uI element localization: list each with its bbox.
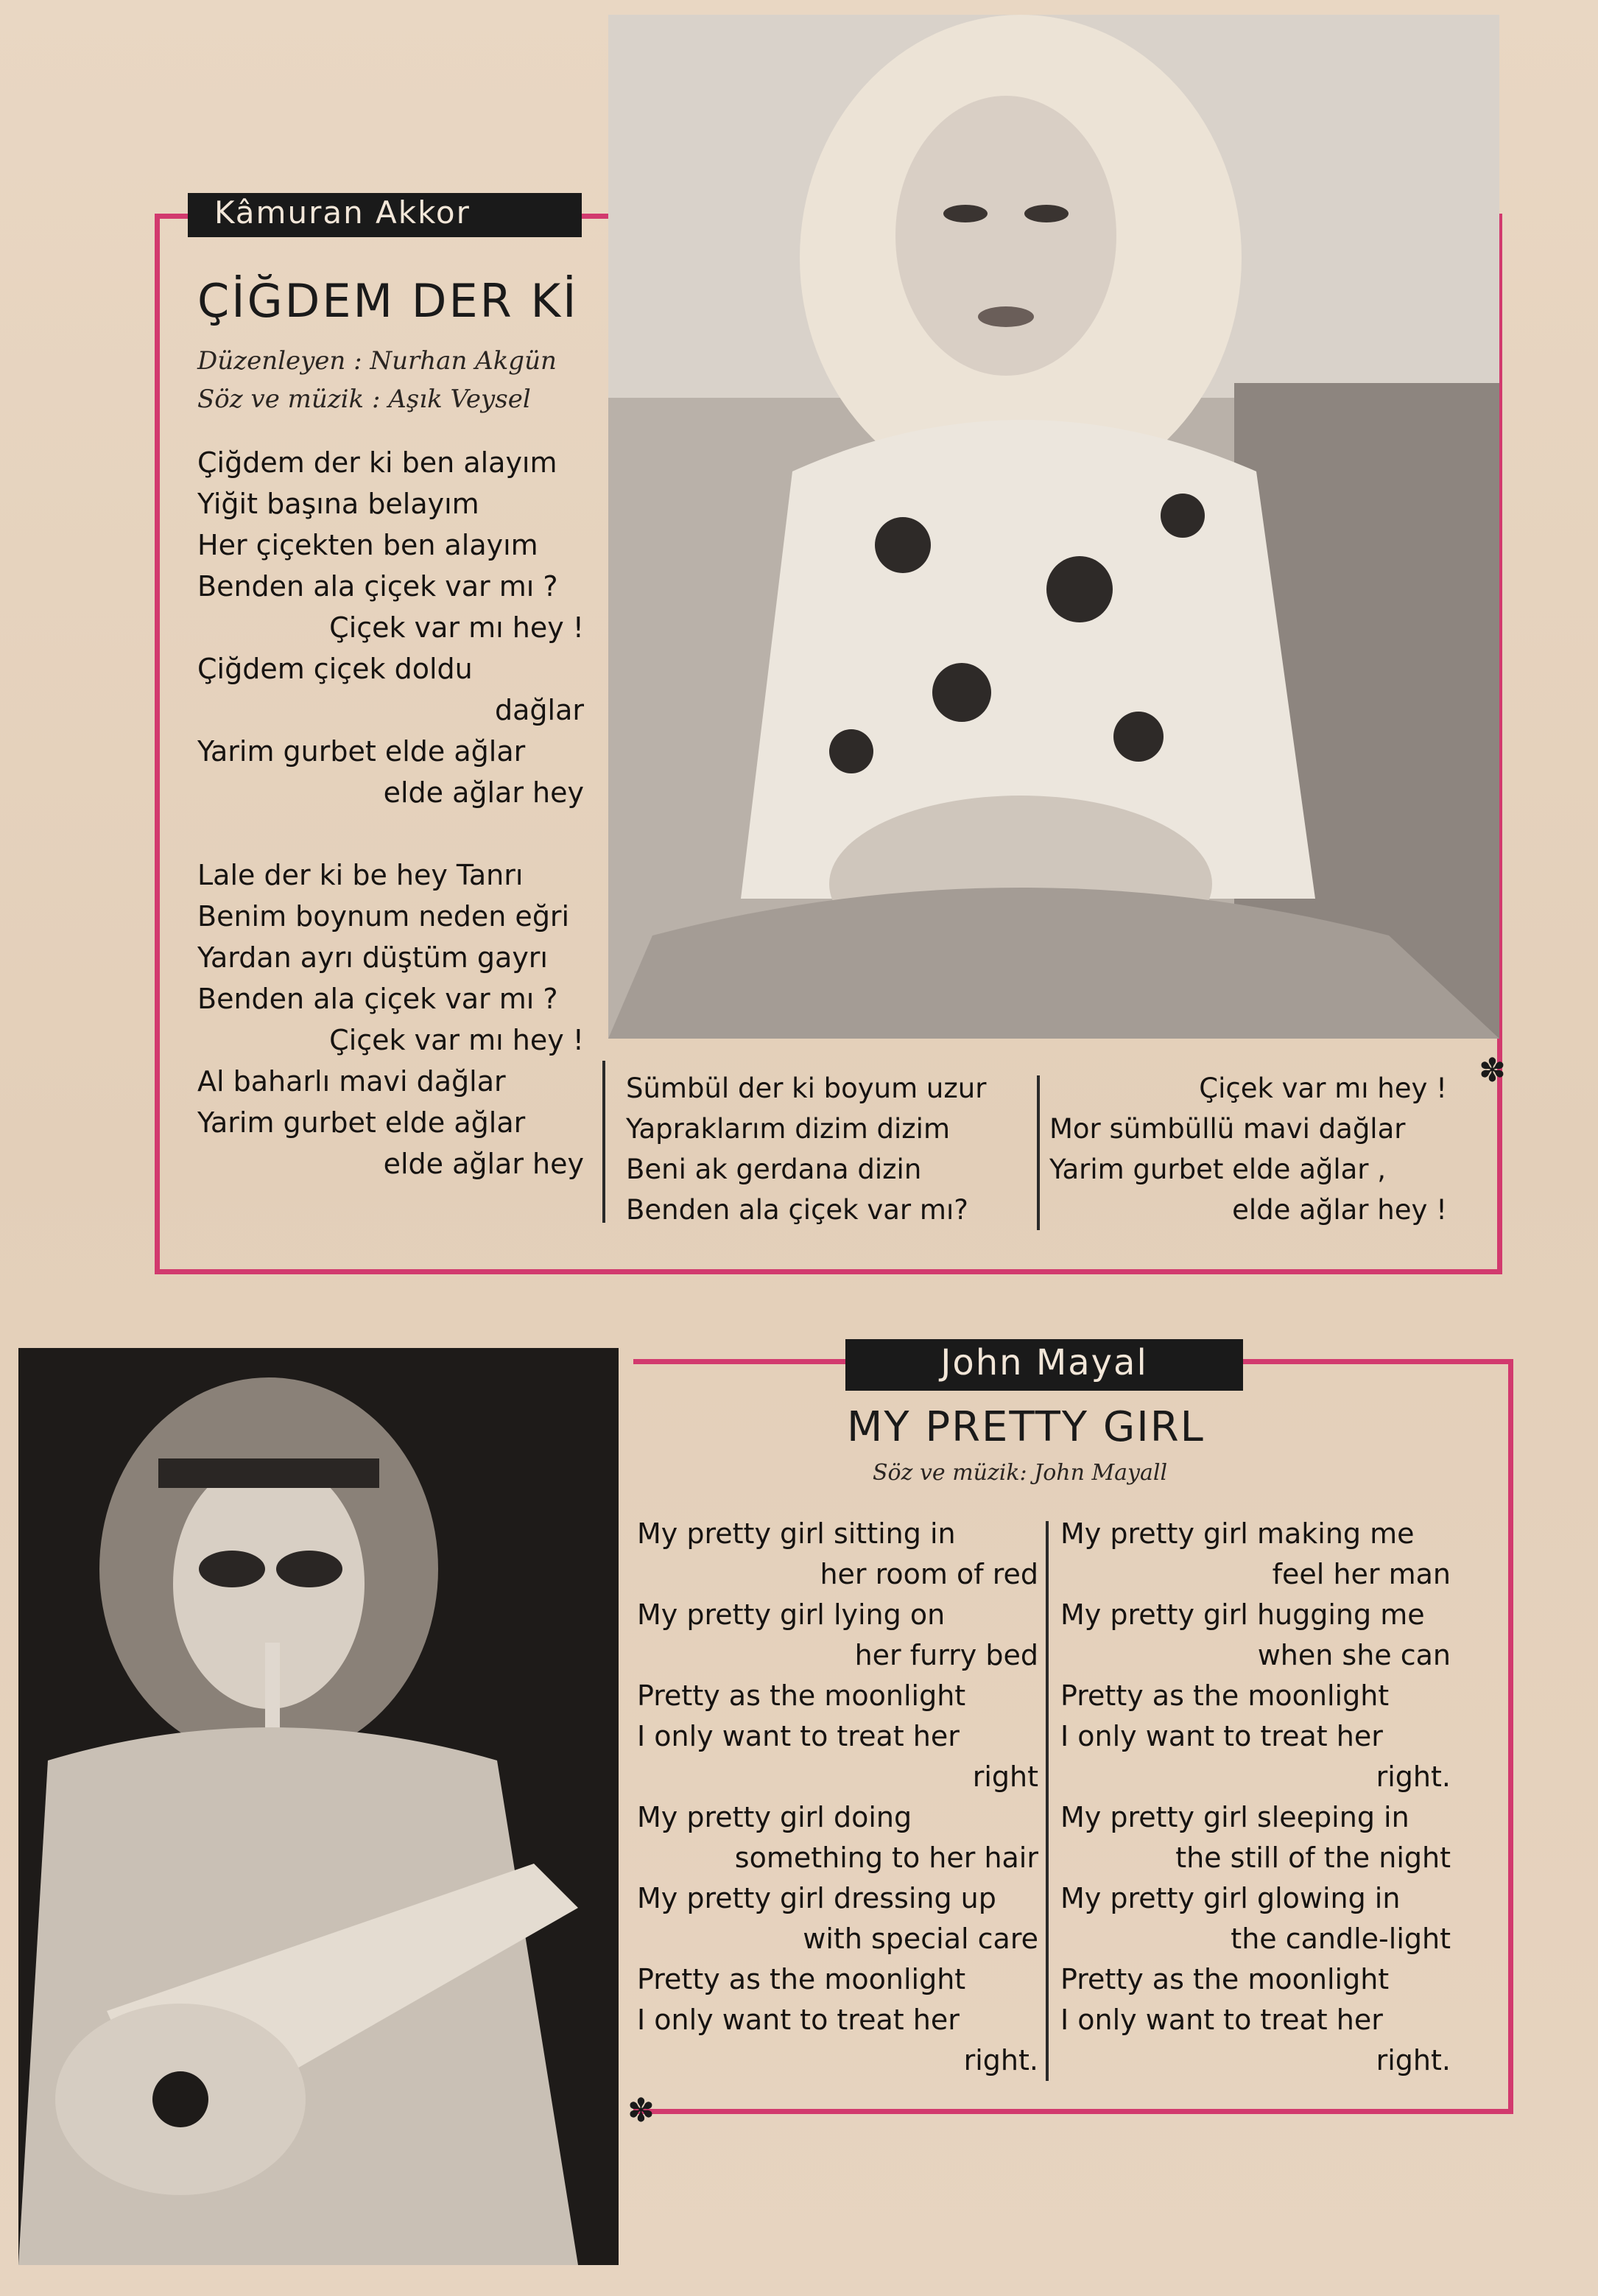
lyric-line: elde ağlar hey <box>383 776 584 809</box>
lyric-line: Çiçek var mı hey ! <box>329 611 584 644</box>
lyric-line <box>197 813 584 854</box>
credit-arranged: Düzenleyen : Nurhan Akgün <box>197 346 557 376</box>
lyric-line: Al baharlı mavi dağlar <box>197 1065 506 1098</box>
lyric-line: Yarim gurbet elde ağlar <box>197 1106 526 1139</box>
lyric-line: Pretty as the moonlight <box>1060 1963 1390 1995</box>
lyric-line: the candle-light <box>1231 1923 1451 1955</box>
lyric-line: Yardan ayrı düştüm gayrı <box>197 941 548 974</box>
credit-bottom: Söz ve müzik: John Mayall <box>873 1460 1168 1486</box>
flower-ornament-bottom: ✽ <box>627 2092 655 2130</box>
guitarist-portrait-illustration <box>18 1348 619 2265</box>
lyrics-column-3 <box>1049 1068 1447 1230</box>
lyric-line: her room of red <box>820 1558 1038 1590</box>
flower-ornament-top: ✽ <box>1479 1052 1506 1089</box>
lyric-line: I only want to treat her <box>637 1720 960 1752</box>
lyric-line: something to her hair <box>734 1842 1038 1874</box>
lyric-line: Pretty as the moonlight <box>1060 1679 1390 1712</box>
lyric-line: feel her man <box>1272 1558 1451 1590</box>
lyric-line: the still of the night <box>1175 1842 1451 1874</box>
lyric-line: Sümbül der ki boyum uzur <box>626 1072 987 1104</box>
artist-label-top <box>188 193 582 237</box>
lyric-line: My pretty girl making me <box>1060 1517 1415 1550</box>
lyric-line: I only want to treat her <box>637 2004 960 2036</box>
lyric-line: Benden ala çiçek var mı ? <box>197 983 558 1015</box>
lyric-line: My pretty girl hugging me <box>1060 1598 1425 1631</box>
column-divider-top-1 <box>602 1061 605 1223</box>
lyric-line: Her çiçekten ben alayım <box>197 529 538 561</box>
lyric-line: Benim boynum neden eğri <box>197 900 570 933</box>
lyrics-column-left-bottom <box>637 1514 1038 2081</box>
lyric-line: Çiçek var mı hey ! <box>329 1024 584 1056</box>
lyric-line: with special care <box>803 1923 1038 1955</box>
lyric-line: Benden ala çiçek var mı? <box>626 1194 968 1226</box>
singer-photo-bottom <box>18 1348 619 2265</box>
lyric-line: right <box>972 1760 1038 1793</box>
lyric-line: My pretty girl sitting in <box>637 1517 956 1550</box>
lyric-line: her furry bed <box>854 1639 1038 1671</box>
lyric-line: elde ağlar hey ! <box>1232 1194 1447 1226</box>
woman-portrait-illustration <box>608 15 1499 1039</box>
lyric-line: Yarim gurbet elde ağlar , <box>1049 1154 1387 1185</box>
lyric-line: Çiçek var mı hey ! <box>1199 1072 1447 1104</box>
lyric-line: Çiğdem çiçek doldu <box>197 653 473 685</box>
lyric-line: Pretty as the moonlight <box>637 1679 966 1712</box>
lyric-line: Mor sümbüllü mavi dağlar <box>1049 1113 1406 1145</box>
song-title-bottom: MY PRETTY GIRL <box>847 1403 1205 1451</box>
lyric-line: right. <box>1376 1760 1451 1793</box>
lyric-line: I only want to treat her <box>1060 1720 1383 1752</box>
lyric-line: Beni ak gerdana dizin <box>626 1154 922 1185</box>
lyric-line: I only want to treat her <box>1060 2004 1383 2036</box>
lyric-line: Yarim gurbet elde ağlar <box>197 735 526 768</box>
artist-name-top: Kâmuran Akkor <box>214 194 471 231</box>
lyric-line: Pretty as the moonlight <box>637 1963 966 1995</box>
lyric-line: Benden ala çiçek var mı ? <box>197 570 558 603</box>
lyric-line: Yiğit başına belayım <box>197 488 479 520</box>
lyric-line: when she can <box>1257 1639 1451 1671</box>
lyrics-column-right-bottom <box>1060 1514 1451 2081</box>
column-divider-top-2 <box>1037 1075 1040 1230</box>
lyric-line: right. <box>963 2044 1038 2076</box>
lyric-line: Lale der ki be hey Tanrı <box>197 859 524 891</box>
column-divider-bottom <box>1046 1521 1049 2081</box>
credit-lyrics-music: Söz ve müzik : Aşık Veysel <box>197 385 531 414</box>
lyric-line: My pretty girl dressing up <box>637 1882 996 1914</box>
lyric-line: My pretty girl lying on <box>637 1598 946 1631</box>
lyric-line: right. <box>1376 2044 1451 2076</box>
song-title-top: ÇİĞDEM DER Kİ <box>197 274 579 328</box>
lyric-line: elde ağlar hey <box>383 1148 584 1180</box>
lyrics-column-2 <box>626 1068 1024 1230</box>
lyric-line: My pretty girl sleeping in <box>1060 1801 1409 1833</box>
lyric-line: Çiğdem der ki ben alayım <box>197 446 557 479</box>
artist-name-bottom: John Mayal <box>940 1342 1148 1383</box>
lyric-line: dağlar <box>495 694 584 726</box>
artist-label-bottom <box>845 1339 1243 1391</box>
singer-photo-top <box>608 15 1499 1039</box>
lyric-line: My pretty girl glowing in <box>1060 1882 1401 1914</box>
lyric-line: My pretty girl doing <box>637 1801 912 1833</box>
lyrics-column-1 <box>197 442 584 1184</box>
lyric-line: Yapraklarım dizim dizim <box>626 1113 951 1145</box>
